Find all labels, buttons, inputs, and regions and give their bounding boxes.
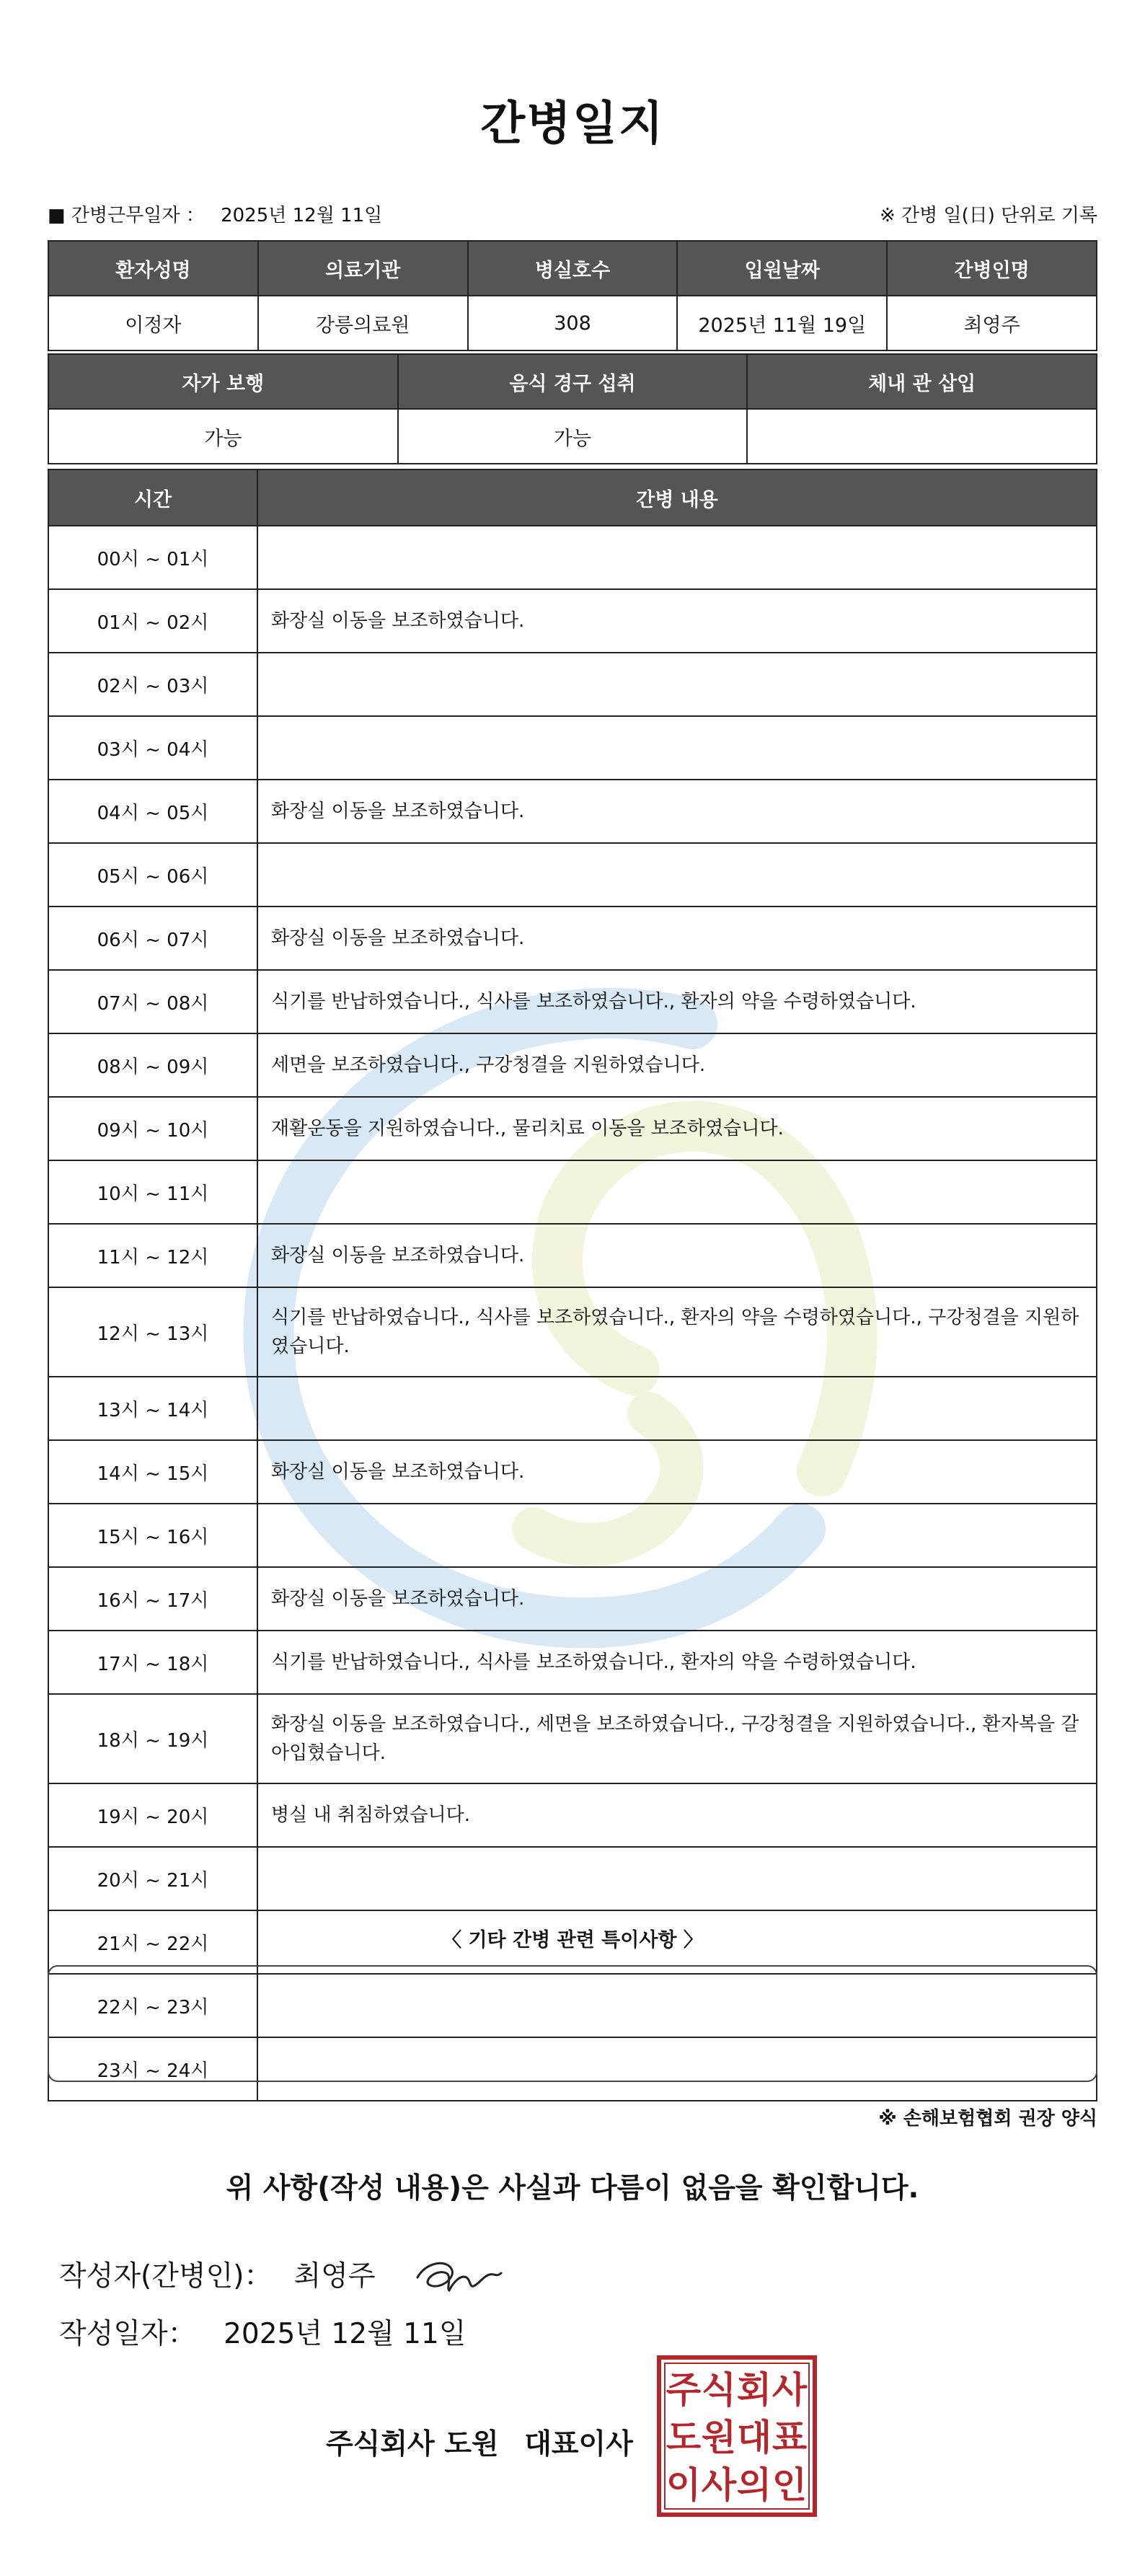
care-log-table: [48, 469, 1097, 2101]
seal-character: 이: [666, 2464, 702, 2506]
header-room-number: 병실호수: [468, 241, 678, 296]
care-log-row: [48, 1504, 1097, 1567]
log-time: 22시 ~ 23시: [48, 1974, 257, 2037]
header-oral-intake: 음식 경구 섭취: [398, 354, 748, 409]
log-content: 세면을 보조하였습니다., 구강청결을 지원하였습니다.: [257, 1033, 1097, 1097]
seal-character: 인: [772, 2464, 808, 2506]
log-content: [257, 1504, 1097, 1567]
header-tube-insertion: 체내 관 삽입: [747, 354, 1097, 409]
log-time: 02시 ~ 03시: [48, 653, 257, 716]
care-log-row: [48, 1224, 1097, 1287]
care-log-row: [48, 1567, 1097, 1631]
header-self-walking: 자가 보행: [48, 354, 398, 409]
log-time: 23시 ~ 24시: [48, 2037, 257, 2101]
log-time: 04시 ~ 05시: [48, 780, 257, 843]
writer-label: 작성자(간병인)：: [59, 2260, 273, 2293]
care-log-row: [48, 1097, 1097, 1160]
care-log-row: [48, 653, 1097, 716]
confirmation-statement: 위 사항(작성 내용)은 사실과 다름이 없음을 확인합니다.: [226, 2172, 919, 2205]
log-content: 화장실 이동을 보조하였습니다.: [257, 780, 1097, 843]
log-time: 19시 ~ 20시: [48, 1783, 257, 1847]
oral-intake-value: 가능: [398, 409, 748, 464]
document-title: 간병일지: [480, 97, 665, 151]
seal-character: 식: [701, 2369, 737, 2411]
work-date-line: [48, 200, 382, 227]
seal-character: 사: [772, 2369, 808, 2411]
written-date-value: 2025년 12월 11일: [224, 2318, 467, 2350]
room-number: 308: [468, 296, 678, 350]
log-time: 08시 ~ 09시: [48, 1033, 257, 1097]
log-time: 06시 ~ 07시: [48, 907, 257, 970]
log-content: [257, 653, 1097, 716]
seal-character: 의: [736, 2464, 772, 2506]
log-time: 10시 ~ 11시: [48, 1160, 257, 1224]
seal-character: 표: [772, 2417, 808, 2458]
log-content: [257, 1377, 1097, 1440]
care-log-row: [48, 526, 1097, 589]
care-log-row: [48, 1631, 1097, 1694]
care-log-row: [48, 589, 1097, 653]
writer-name: 최영주: [293, 2260, 376, 2293]
log-content: 화장실 이동을 보조하였습니다.: [257, 589, 1097, 653]
care-log-row: [48, 1377, 1097, 1440]
log-time: 03시 ~ 04시: [48, 716, 257, 780]
log-time: 05시 ~ 06시: [48, 843, 257, 907]
patient-name: 이정자: [48, 296, 258, 350]
company-seal-stamp: [656, 2355, 818, 2518]
tube-insertion-value: [747, 409, 1097, 464]
log-content: 재활운동을 지원하였습니다., 물리치료 이동을 보조하였습니다.: [257, 1097, 1097, 1160]
writer-line: [59, 2249, 513, 2299]
company-representative: 대표이사: [524, 2428, 633, 2461]
log-content: 화장실 이동을 보조하였습니다.: [257, 1440, 1097, 1504]
log-time: 11시 ~ 12시: [48, 1224, 257, 1287]
log-content: 화장실 이동을 보조하였습니다., 세면을 보조하였습니다., 구강청결을 지원하였습니다., 환자복을 갈아입혔습니다.: [257, 1694, 1097, 1783]
header-hospital: 의료기관: [258, 241, 468, 296]
seal-character: 대: [736, 2417, 772, 2458]
header-caregiver-name: 간병인명: [887, 241, 1097, 296]
company-line: [326, 2422, 633, 2462]
seal-character: 주: [666, 2369, 702, 2411]
seal-character: 사: [701, 2464, 737, 2506]
log-content: [257, 716, 1097, 780]
notes-box: [48, 1965, 1097, 2082]
log-time: 15시 ~ 16시: [48, 1504, 257, 1567]
admission-date: 2025년 11월 19일: [677, 296, 887, 350]
written-date-label: 작성일자：: [59, 2318, 196, 2350]
self-walking-value: 가능: [48, 409, 398, 464]
work-date-value: 2025년 12월 11일: [221, 205, 383, 226]
care-log-row: [48, 1033, 1097, 1097]
header-care-content: 간병 내용: [257, 469, 1097, 526]
log-content: 식기를 반납하였습니다., 식사를 보조하였습니다., 환자의 약을 수령하였습니다.: [257, 1631, 1097, 1694]
log-content: [257, 843, 1097, 907]
care-log-row: [48, 716, 1097, 780]
log-content: 식기를 반납하였습니다., 식사를 보조하였습니다., 환자의 약을 수령하였습니다.: [257, 970, 1097, 1033]
log-time: 20시 ~ 21시: [48, 1847, 257, 1910]
care-log-row: [48, 1783, 1097, 1847]
log-time: 00시 ~ 01시: [48, 526, 257, 589]
caregiver-name: 최영주: [887, 296, 1097, 350]
notes-title: 〈 기타 간병 관련 특이사항 〉: [442, 1929, 703, 1951]
log-content: 식기를 반납하였습니다., 식사를 보조하였습니다., 환자의 약을 수령하였습니다., 구강청결을 지원하였습니다.: [257, 1287, 1097, 1377]
patient-info-table: [48, 240, 1097, 351]
header-admission-date: 입원날짜: [677, 241, 887, 296]
log-content: [257, 1160, 1097, 1224]
form-note: ※ 손해보험협회 권장 양식: [878, 2108, 1097, 2130]
log-content: [257, 526, 1097, 589]
seal-character: 원: [701, 2417, 737, 2458]
care-log-row: [48, 1694, 1097, 1783]
signature-mark: [404, 2249, 513, 2299]
care-log-row: [48, 1160, 1097, 1224]
record-unit-note: ※ 간병 일(日) 단위로 기록: [879, 205, 1097, 226]
hospital-name: 강릉의료원: [258, 296, 468, 350]
seal-character: 회: [736, 2369, 772, 2411]
care-log-row: [48, 1440, 1097, 1504]
seal-character: 도: [666, 2417, 702, 2458]
written-date-line: [59, 2311, 466, 2352]
log-content: 병실 내 취침하였습니다.: [257, 1783, 1097, 1847]
log-time: 17시 ~ 18시: [48, 1631, 257, 1694]
care-log-body: [48, 526, 1097, 2101]
log-time: 16시 ~ 17시: [48, 1567, 257, 1631]
log-time: 21시 ~ 22시: [48, 1910, 257, 1974]
work-date-label: ■ 간병근무일자 ：: [48, 205, 205, 226]
log-content: 화장실 이동을 보조하였습니다.: [257, 1224, 1097, 1287]
care-log-row: [48, 780, 1097, 843]
log-time: 14시 ~ 15시: [48, 1440, 257, 1504]
header-patient-name: 환자성명: [48, 241, 258, 296]
log-time: 13시 ~ 14시: [48, 1377, 257, 1440]
log-time: 09시 ~ 10시: [48, 1097, 257, 1160]
header-time: 시간: [48, 469, 257, 526]
log-time: 01시 ~ 02시: [48, 589, 257, 653]
care-log-row: [48, 907, 1097, 970]
log-time: 07시 ~ 08시: [48, 970, 257, 1033]
care-log-row: [48, 970, 1097, 1033]
care-log-row: [48, 1847, 1097, 1910]
log-content: 화장실 이동을 보조하였습니다.: [257, 907, 1097, 970]
log-content: 화장실 이동을 보조하였습니다.: [257, 1567, 1097, 1631]
care-log-row: [48, 1287, 1097, 1377]
care-log-row: [48, 843, 1097, 907]
log-time: 18시 ~ 19시: [48, 1694, 257, 1783]
patient-status-table: [48, 353, 1097, 464]
log-content: [257, 1847, 1097, 1910]
log-time: 12시 ~ 13시: [48, 1287, 257, 1377]
company-name: 주식회사 도원: [326, 2428, 499, 2461]
